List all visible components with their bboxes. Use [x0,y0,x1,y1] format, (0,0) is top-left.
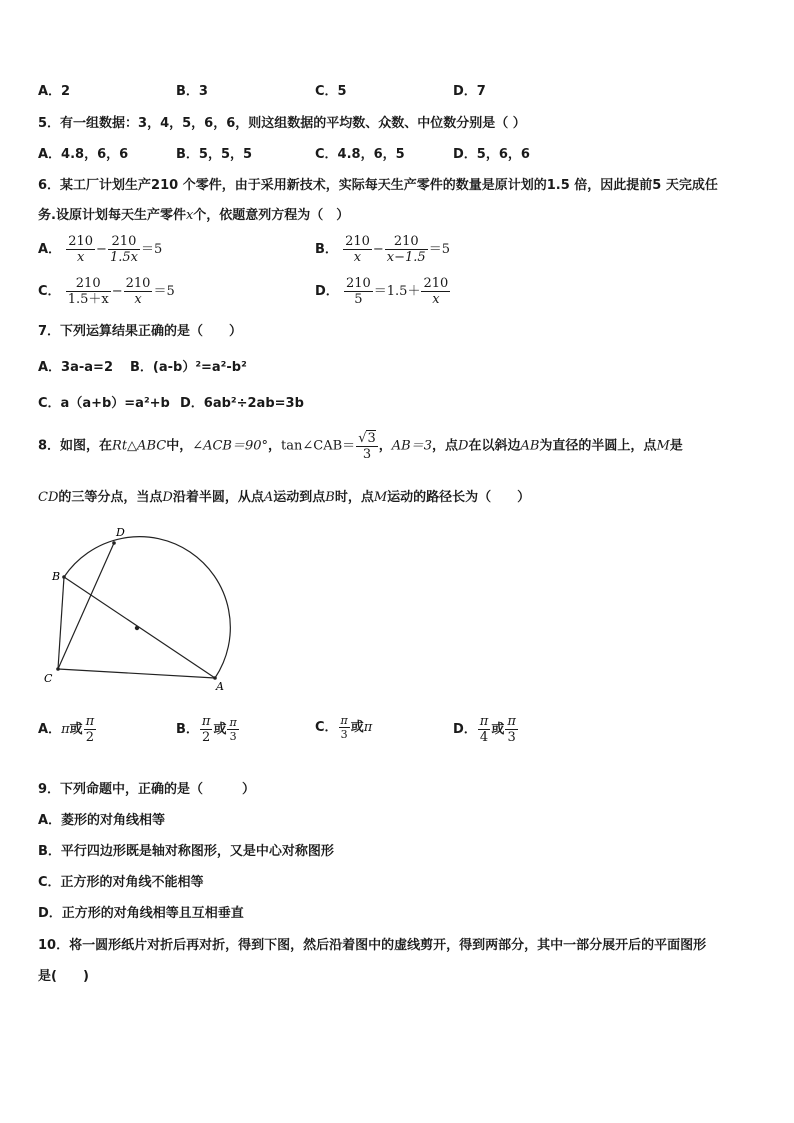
q5-option-c: C．4.8，6，5 [315,147,405,162]
point-d [112,541,116,545]
q7-option-d: D．6ab²÷2ab=3b [180,396,304,411]
point-b [62,575,66,579]
q7-option-c: C．a（a+b）=a²+b [38,396,170,411]
q4-option-a: A．2 [38,84,71,99]
fraction: $\frac{210}{x}$ [345,234,370,265]
fraction: $\frac{\pi}{2}$ [201,714,211,745]
fraction: $\frac{\pi}{3}$ [229,716,237,743]
semicircle-figure [40,522,240,694]
semicircle-arc [64,537,230,678]
fraction: $\frac{210}{x}$ [68,234,94,265]
fraction: $\frac{210}{5}$ [345,276,371,307]
fraction: $\frac{210}{x}$ [125,276,151,307]
fraction: $\frac{\pi}{4}$ [479,714,489,745]
segment-ca [58,669,215,678]
q5-option-b: B．5，5，5 [176,147,253,162]
q8-option-a: A．π或 $\frac{\pi}{2}$ [38,714,95,745]
q10-stem-line1: 10．将一圆形纸片对折后再对折，得到下图，然后沿着图中的虚线剪开，得到两部分，其中一部分展开后的平面图形 [38,938,707,953]
center-point [135,626,139,630]
q6-option-b: B． $\frac{210}{x}$ − $\frac{210}{x-1.5}$ ＝5 [315,234,450,265]
q6-stem-line1: 6．某工厂计划生产210 个零件，由于采用新技术，实际每天生产零件的数量是原计划的1.5 倍，因此提前5 天完成任 [38,178,718,193]
q8-option-d: D． $\frac{\pi}{4}$ 或 $\frac{\pi}{3}$ [453,714,516,745]
q7-stem: 7．下列运算结果正确的是（ ） [38,324,243,339]
point-c [56,667,60,671]
q8-stem-line2: CD的三等分点，当点D沿着半圆，从点A运动到点B时，点M运动的路径长为（ ） [38,490,531,505]
q9-option-c: C．正方形的对角线不能相等 [38,875,204,890]
q5-stem: 5．有一组数据：3，4，5，6，6，则这组数据的平均数、众数、中位数分别是（ ） [38,116,526,131]
q9-stem: 9．下列命题中，正确的是（ ） [38,782,256,797]
q7-option-a: A．3a-a=2 [38,360,113,375]
fraction: $\frac{\pi}{2}$ [85,714,95,745]
label-c: C [44,672,53,685]
fraction: $\frac{\pi}{3}$ [340,714,348,741]
label-d: D [116,526,125,539]
q4-option-c: C．5 [315,84,347,99]
fraction: $\frac{210}{1.5x}$ [109,234,138,265]
fraction-sqrt3-over-3: $\frac{√3}{3}$ [358,431,376,462]
segment-ab [64,577,215,678]
q6-stem-line2: 务.设原计划每天生产零件x个，依题意列方程为（ ） [38,208,350,223]
segment-bc [58,577,64,669]
q6-option-a: A． $\frac{210}{x}$ − $\frac{210}{1.5x}$ ＝5 [38,234,163,265]
q5-option-d: D．5，6，6 [453,147,530,162]
q8-stem-line1: 8．如图，在Rt△ABC中，∠ACB＝90°，tan∠CAB＝ $\frac{√3}{3}$ ，AB＝3，点D在以斜边AB为直径的半圆上，点M是 [38,431,683,462]
q4-option-b: B．3 [176,84,208,99]
q8-option-b: B． $\frac{\pi}{2}$ 或 $\frac{\pi}{3}$ [176,714,237,745]
q7-option-b: B．(a-b）²=a²-b² [130,360,247,375]
q8-option-c: C． $\frac{\pi}{3}$ 或π [315,714,373,741]
q6-option-d: D． $\frac{210}{5}$ ＝1.5＋ $\frac{210}{x}$ [315,276,449,307]
q6-option-c: C． $\frac{210}{1.5+x}$ − $\frac{210}{x}$ ＝5 [38,276,175,307]
q9-option-b: B．平行四边形既是轴对称图形，又是中心对称图形 [38,844,334,859]
fraction: $\frac{210}{1.5+x}$ [67,276,109,307]
q5-option-a: A．4.8，6，6 [38,147,129,162]
q9-option-a: A．菱形的对角线相等 [38,813,166,828]
q10-stem-line2: 是( ) [38,969,89,984]
label-a: A [216,680,224,693]
fraction: $\frac{210}{x-1.5}$ [386,234,426,265]
q9-option-d: D．正方形的对角线相等且互相垂直 [38,906,244,921]
fraction: $\frac{210}{x}$ [423,276,449,307]
q4-option-d: D．7 [453,84,486,99]
fraction: $\frac{\pi}{3}$ [507,714,516,745]
label-b: B [52,570,61,583]
segment-cd [58,543,114,669]
